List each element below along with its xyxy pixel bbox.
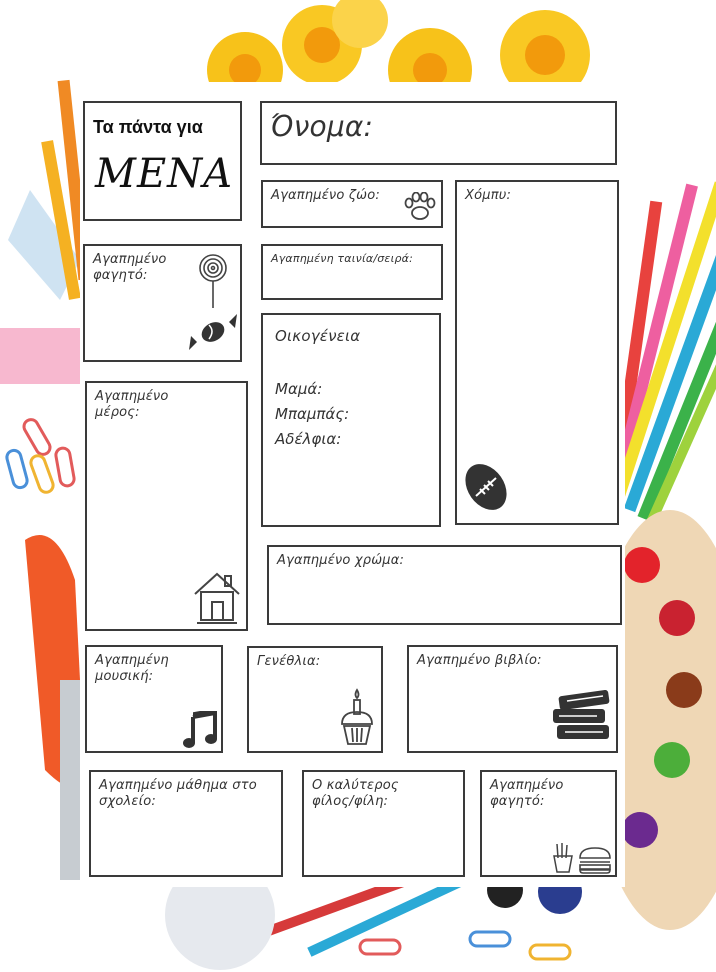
favorite-food-label-1: Αγαπημένο φαγητό:: [93, 252, 167, 284]
place-label: Αγαπημένο μέρος:: [95, 389, 169, 421]
color-box[interactable]: [267, 545, 622, 625]
book-label: Αγαπημένο βιβλίο:: [417, 653, 542, 668]
football-icon: [461, 460, 511, 514]
movie-box[interactable]: [261, 244, 443, 300]
school-subject-box[interactable]: [89, 770, 283, 877]
best-friend-box[interactable]: [302, 770, 465, 877]
music-box[interactable]: [85, 645, 223, 753]
family-title: Οικογένεια: [275, 327, 361, 345]
cupcake-icon: [339, 688, 375, 746]
music-label: Αγαπημένη μουσική:: [95, 653, 169, 685]
color-label: Αγαπημένο χρώμα:: [277, 553, 405, 568]
pet-label: Αγαπημένο ζώο:: [271, 188, 380, 203]
family-box[interactable]: [261, 313, 441, 527]
hobby-label: Χόμπυ:: [465, 188, 512, 203]
movie-label: Αγαπημένη ταινία/σειρά:: [271, 252, 414, 265]
music-note-icon: [183, 711, 219, 749]
favorite-food-box-2[interactable]: [480, 770, 617, 877]
siblings-label: Αδέλφια:: [275, 430, 342, 448]
lollipop-icon: [197, 252, 229, 310]
pet-box[interactable]: [261, 180, 443, 228]
books-icon: [551, 685, 613, 747]
favorite-food-box-1[interactable]: [83, 244, 242, 362]
house-icon: [192, 570, 242, 626]
name-box[interactable]: [260, 101, 617, 165]
title-box: [83, 101, 242, 221]
dad-label: Μπαμπάς:: [275, 405, 350, 423]
title-line2: ΜΕΝΑ: [95, 151, 234, 197]
title-line1: Τα πάντα για: [93, 117, 203, 137]
name-label: Όνομα:: [270, 110, 374, 143]
candy-icon: [187, 312, 239, 352]
birthday-box[interactable]: [247, 646, 383, 753]
mom-label: Μαμά:: [275, 380, 323, 398]
school-subject-label: Αγαπημένο μάθημα στο σχολείο:: [99, 778, 257, 810]
burger-icon: [578, 846, 612, 874]
hobby-box[interactable]: [455, 180, 619, 525]
fries-icon: [552, 842, 574, 874]
place-box[interactable]: [85, 381, 248, 631]
scissors: [25, 535, 85, 880]
paw-icon: [403, 192, 437, 222]
book-box[interactable]: [407, 645, 618, 753]
worksheet: [80, 82, 625, 887]
birthday-label: Γενέθλια:: [257, 654, 321, 669]
best-friend-label: Ο καλύτερος φίλος/φίλη:: [312, 778, 399, 810]
favorite-food-label-2: Αγαπημένο φαγητό:: [490, 778, 564, 810]
